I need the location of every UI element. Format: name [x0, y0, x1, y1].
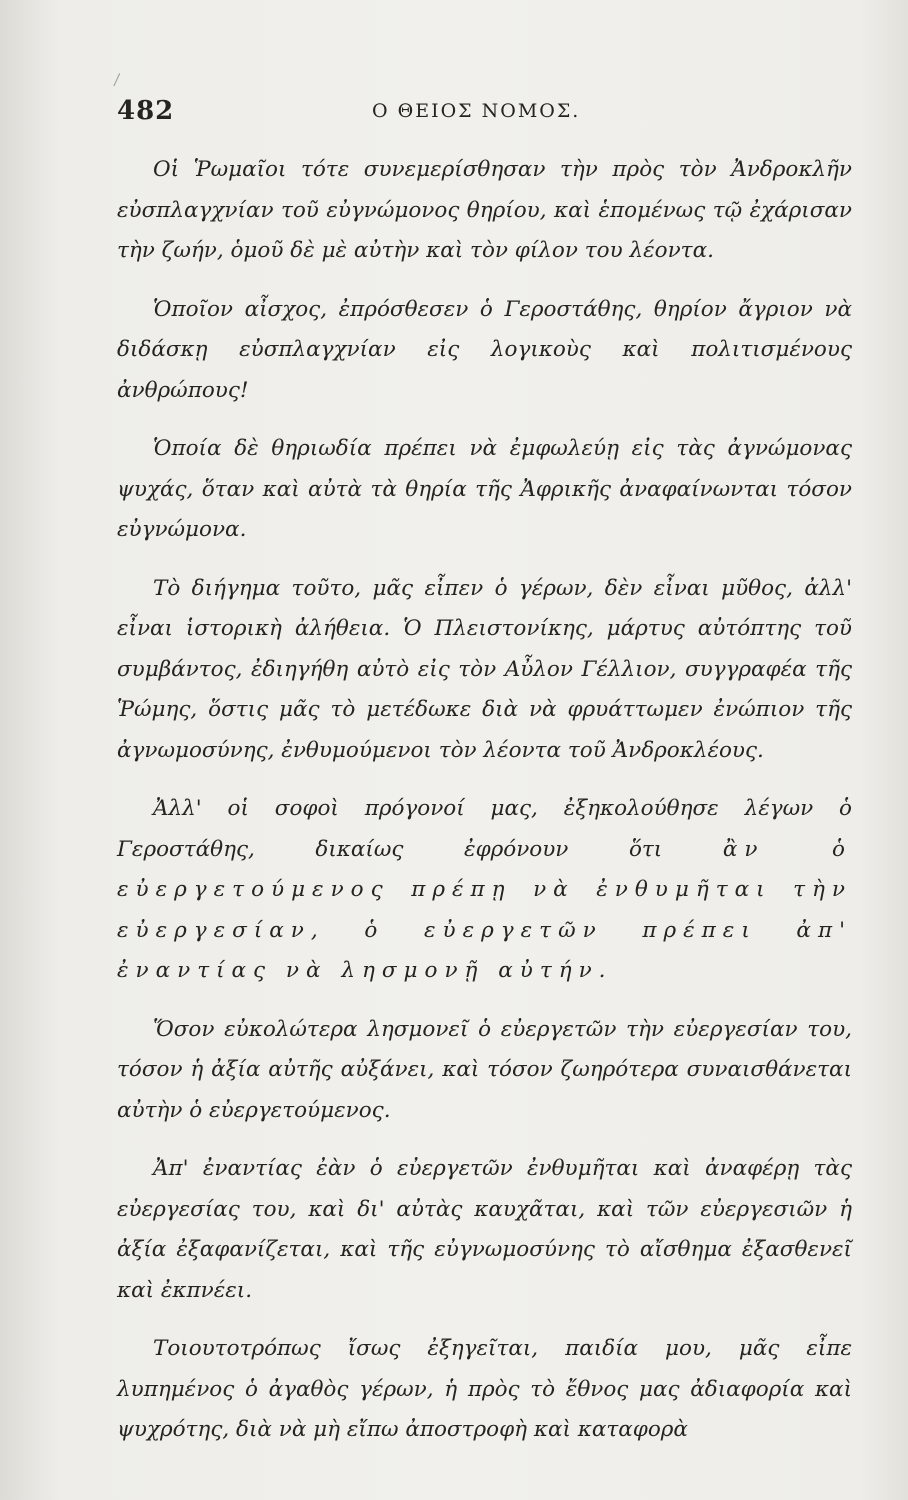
paragraph-7: Ἀπ' ἐναντίας ἐὰν ὁ εὐεργετῶν ἐνθυμῆται καὶ ἀναφέρῃ τὰς εὐεργεσίας του, καὶ δι' αὐτὰς καυχᾶται, καὶ τῶν εὐεργεσιῶν ἡ ἀξία ἐξαφανίζεται, καὶ τῆς εὐγνωμοσύνης τὸ αἴσθημα ἐξασθενεῖ καὶ ἐκπνέει.	[117, 1156, 852, 1303]
running-head	[117, 96, 848, 136]
paragraph-4: Τὸ διήγημα τοῦτο, μᾶς εἶπεν ὁ γέρων, δὲν εἶναι μῦθος, ἀλλ' εἶναι ἱστορικὴ ἀλήθεια. Ὁ Πλειστονίκης, μάρτυς αὐτόπτης τοῦ συμβάντος, ἐδιηγήθη αὐτὸ εἰς τὸν Αὖλον Γέλλιον, συγγραφέα τῆς Ῥώμης, ὅστις μᾶς τὸ μετέδωκε διὰ νὰ φρυάττωμεν ἐνώπιον τῆς ἀγνωμοσύνης, ἐνθυμούμενοι τὸν λέοντα τοῦ Ἀνδροκλέους.	[117, 575, 852, 763]
paragraph-5	[117, 789, 852, 992]
paragraph-8: Τοιουτοτρόπως ἴσως ἐξηγεῖται, παιδία μου, μᾶς εἶπε λυπημένος ὁ ἀγαθὸς γέρων, ἡ πρὸς τὸ ἔθνος μας ἀδιαφορία καὶ ψυχρότης, διὰ νὰ μὴ εἴπω ἀποστροφὴ καὶ καταφορὰ	[117, 1336, 852, 1442]
paragraph-5-emphasis: ἂν ὁ εὐεργετούμενος πρέπῃ νὰ ἐνθυμῆται τὴν εὐεργεσίαν, ὁ εὐεργετῶν πρέπει ἀπ' ἐναντίας νὰ λησμονῇ αὐτήν	[117, 836, 852, 983]
paragraph-5-tail: .	[598, 958, 606, 983]
page-number: 482	[117, 96, 175, 126]
running-title: Ο ΘΕΙΟΣ ΝΟΜΟΣ.	[372, 100, 581, 122]
pencil-mark	[113, 73, 125, 89]
body-text	[117, 150, 852, 1469]
paragraph-3: Ὁποία δὲ θηριωδία πρέπει νὰ ἐμφωλεύῃ εἰς τὰς ἀγνώμονας ψυχάς, ὅταν καὶ αὐτὰ τὰ θηρία τῆς Ἀφρικῆς ἀναφαίνωνται τόσον εὐγνώμονα.	[117, 436, 852, 542]
paragraph-2: Ὁποῖον αἶσχος, ἐπρόσθεσεν ὁ Γεροστάθης, θηρίον ἄγριον νὰ διδάσκῃ εὐσπλαγχνίαν εἰς λογικοὺς καὶ πολιτισμένους ἀνθρώπους!	[117, 296, 852, 403]
paragraph-1: Οἱ Ῥωμαῖοι τότε συνεμερίσθησαν τὴν πρὸς τὸν Ἀνδροκλῆν εὐσπλαγχνίαν τοῦ εὐγνώμονος θηρίου, καὶ ἑπομένως τῷ ἐχάρισαν τὴν ζωήν, ὁμοῦ δὲ μὲ αὐτὴν καὶ τὸν φίλον του λέοντα.	[117, 157, 852, 263]
paragraph-5-lead: Ἀλλ' οἱ σοφοὶ πρόγονοί μας, ἐξηκολούθησε λέγων ὁ Γεροστάθης, δικαίως ἐφρόνουν ὅτι	[117, 796, 852, 862]
paragraph-6: Ὅσον εὐκολώτερα λησμονεῖ ὁ εὐεργετῶν τὴν εὐεργεσίαν του, τόσον ἡ ἀξία αὐτῆς αὐξάνει, καὶ τόσον ζωηρότερα συναισθάνεται αὐτὴν ὁ εὐεργετούμενος.	[117, 1016, 852, 1123]
